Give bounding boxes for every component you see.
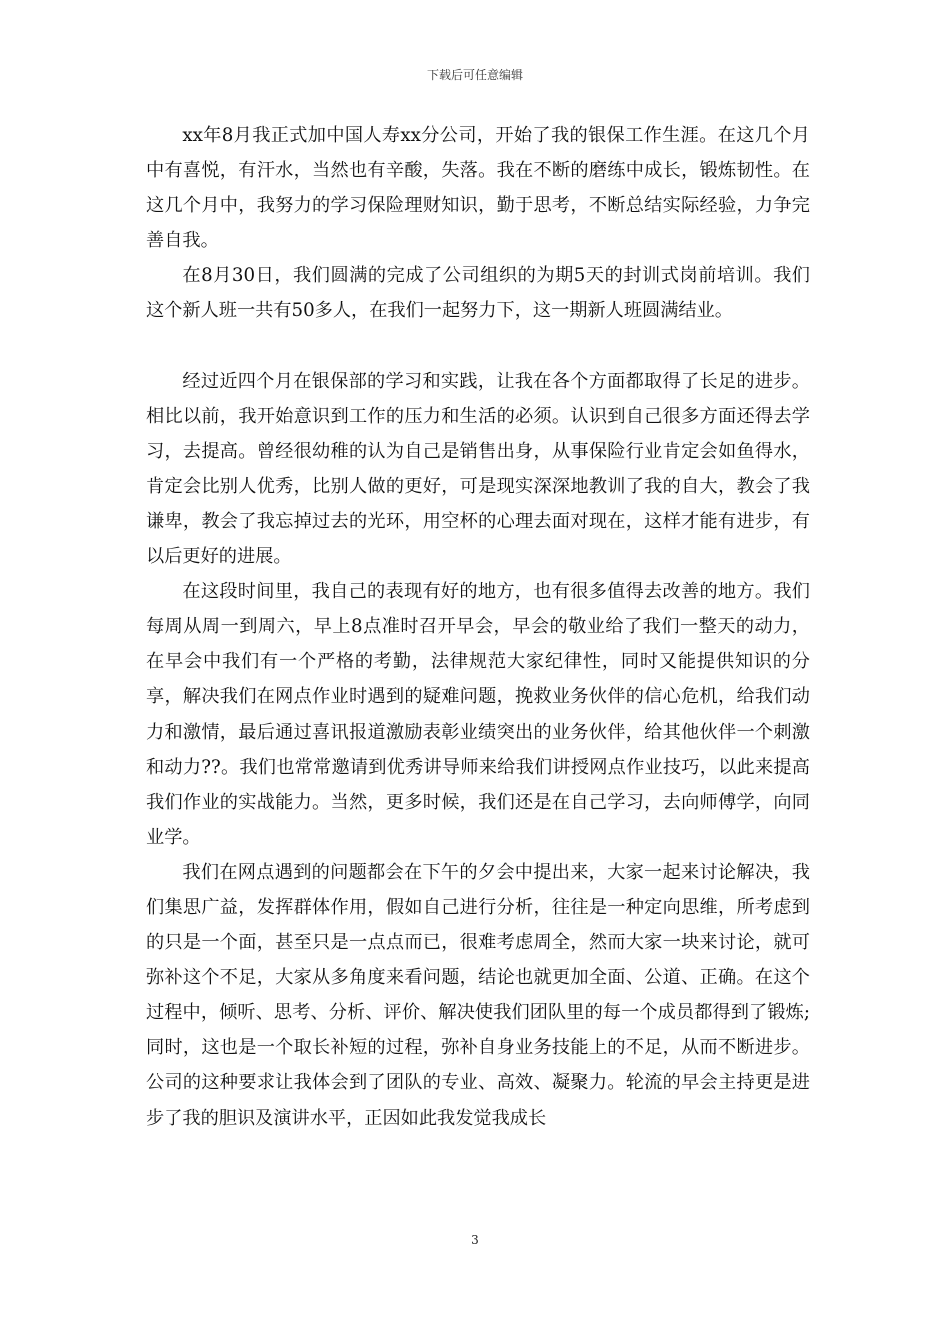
paragraph-1: xx年8月我正式加中国人寿xx分公司，开始了我的银保工作生涯。在这几个月中有喜悦，有汗水，当然也有辛酸，失落。我在不断的磨练中成长，锻炼韧性。在这几个月中，我努力的学习保险理财知识，勤于思考，不断总结实际经验，力争完善自我。 bbox=[146, 125, 810, 252]
page-number: 3 bbox=[471, 1233, 479, 1247]
paragraph-4: 在这段时间里，我自己的表现有好的地方，也有很多值得去改善的地方。我们每周从周一到周六，早上8点准时召开早会，早会的敬业给了我们一整天的动力，在早会中我们有一个严格的考勤，法律规范大家纪律性，同时又能提供知识的分享，解决我们在网点作业时遇到的疑难问题，挽救业务伙伴的信心危机，给我们动力和激情，最后通过喜讯报道激励表彰业绩突出的业务伙伴，给其他伙伴一个刺激和动力??。我们也常常邀请到优秀讲导师来给我们讲授网点作业技巧，以此来提高我们作业的实战能力。当然，更多时候，我们还是在自己学习，去向师傅学，向同业学。 bbox=[146, 581, 810, 848]
paragraph-5: 我们在网点遇到的问题都会在下午的夕会中提出来，大家一起来讨论解决，我们集思广益，发挥群体作用，假如自己进行分析，往往是一种定向思维，所考虑到的只是一个面，甚至只是一点点而已，很难考虑周全，然而大家一块来讨论，就可弥补这个不足，大家从多角度来看问题，结论也就更加全面、公道、正确。在这个过程中，倾听、思考、分析、评价、解决使我们团队里的每一个成员都得到了锻炼;同时，这也是一个取长补短的过程，弥补自身业务技能上的不足，从而不断进步。公司的这种要求让我体会到了团队的专业、高效、凝聚力。轮流的早会主持更是进步了我的胆识及演讲水平，正因如此我发觉我成长 bbox=[146, 861, 810, 1129]
paragraph-2: 在8月30日，我们圆满的完成了公司组织的为期5天的封训式岗前培训。我们这个新人班一共有50多人，在我们一起努力下，这一期新人班圆满结业。 bbox=[146, 265, 810, 322]
paragraph-3: 经过近四个月在银保部的学习和实践，让我在各个方面都取得了长足的进步。相比以前，我开始意识到工作的压力和生活的必须。认识到自己很多方面还得去学习，去提高。曾经很幼稚的认为自己是销售出身，从事保险行业肯定会如鱼得水，肯定会比别人优秀，比别人做的更好，可是现实深深地教训了我的自大，教会了我谦卑，教会了我忘掉过去的光环，用空杯的心理去面对现在，这样才能有进步，有以后更好的进展。 bbox=[146, 370, 810, 568]
paragraph-spacer bbox=[146, 329, 810, 364]
page-header: 下载后可任意编辑 bbox=[426, 68, 523, 82]
document-body bbox=[146, 118, 810, 1136]
